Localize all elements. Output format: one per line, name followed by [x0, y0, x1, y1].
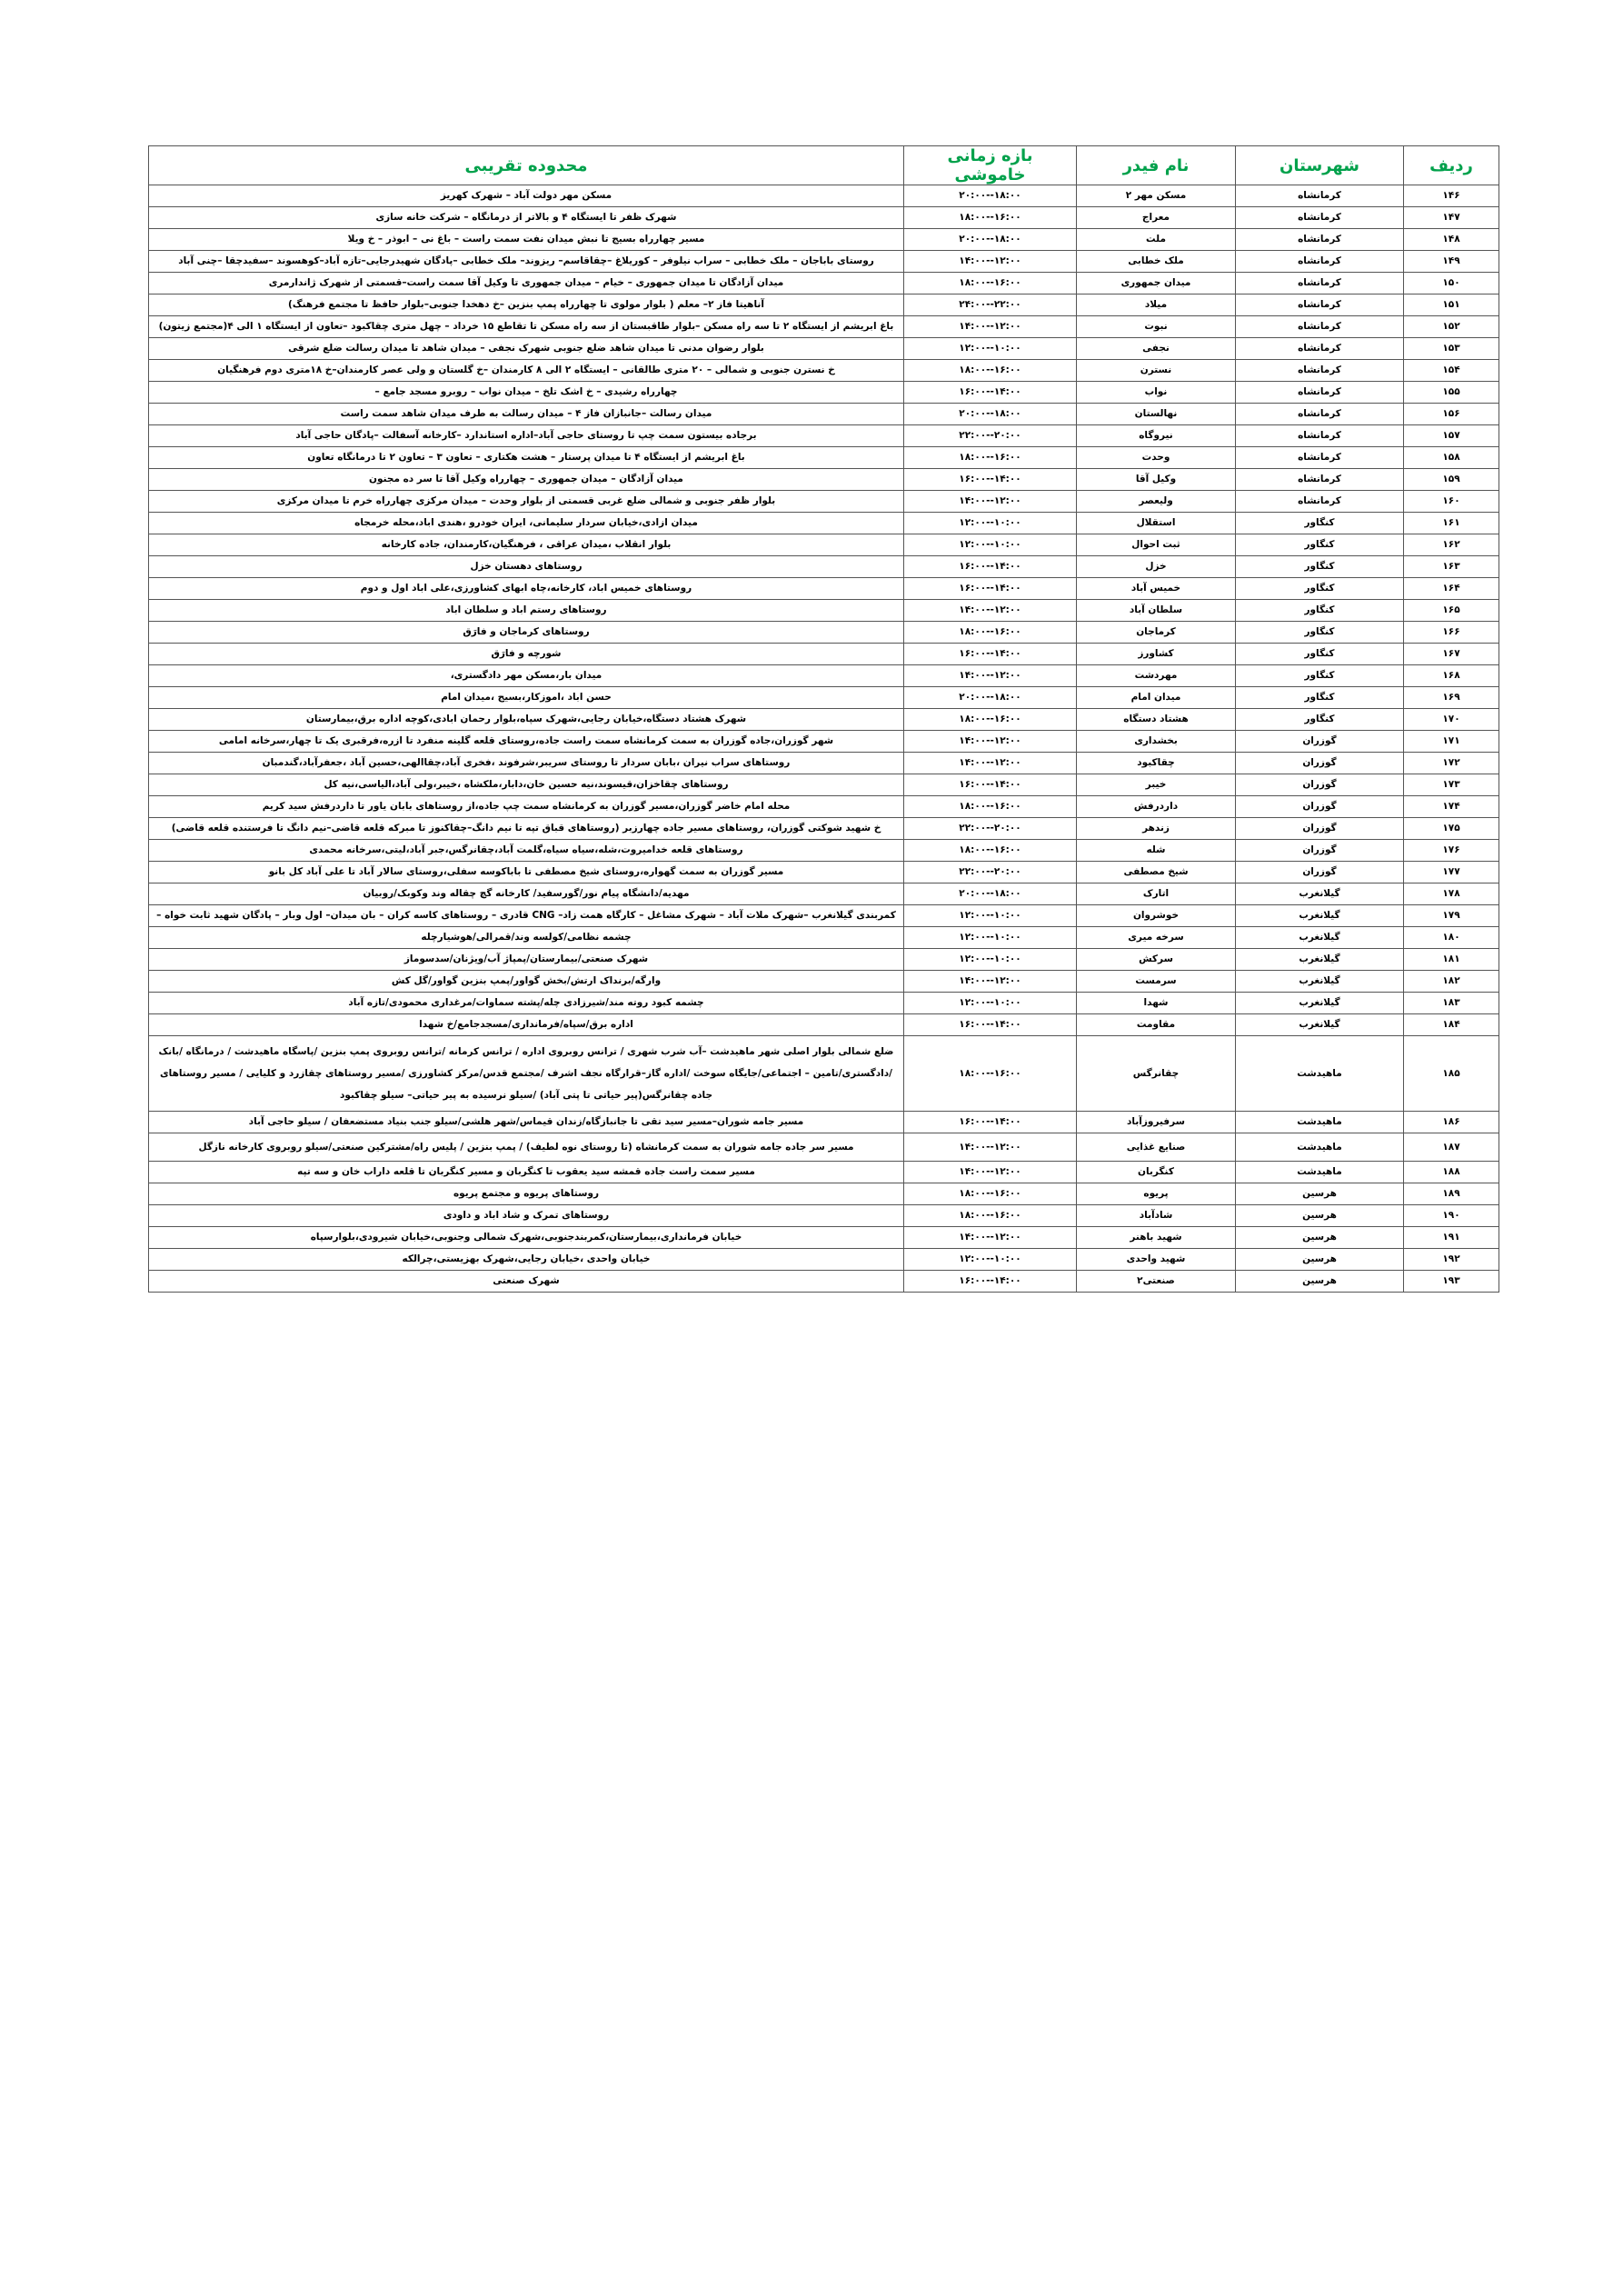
area-cell: آناهیتا فاز ۲– معلم ( بلوار مولوی تا چهارراه پمپ بنزین –خ دهخدا جنوبی–بلوار حافظ تا مجتمع فرهنگ) [149, 294, 904, 316]
area-cell: بلوار انقلاب ،میدان عراقی ، فرهنگیان،کارمندان، جاده کارخانه [149, 534, 904, 556]
table-row [149, 753, 1499, 774]
row-number-cell: ۱۸۸ [1404, 1162, 1499, 1183]
row-number-cell: ۱۸۴ [1404, 1014, 1499, 1036]
row-number-cell: ۱۶۸ [1404, 665, 1499, 687]
feeder-name-cell: نبوت [1077, 316, 1236, 338]
table-row [149, 338, 1499, 360]
table-row [149, 491, 1499, 513]
table-row [149, 709, 1499, 731]
feeder-name-cell: نسترن [1077, 360, 1236, 382]
table-row [149, 425, 1499, 447]
city-cell: کرمانشاه [1236, 338, 1404, 360]
row-number-cell: ۱۴۶ [1404, 185, 1499, 207]
city-cell: ماهیدشت [1236, 1133, 1404, 1162]
feeder-name-cell: چقاکبود [1077, 753, 1236, 774]
area-cell: میدان آزادگان تا میدان جمهوری – خیام – میدان جمهوری تا وکیل آقا سمت راست–قسمتی از شهرک ژاندارمری [149, 273, 904, 294]
feeder-name-cell: سرفیروزآباد [1077, 1112, 1236, 1133]
outage-time-cell: ۲۲:۰۰--۲۴:۰۰ [904, 294, 1077, 316]
area-cell: وارگه/برنداک ارتش/بخش گواور/پمپ بنزین گواور/گل کش [149, 971, 904, 993]
outage-time-cell: ۱۰:۰۰--۱۲:۰۰ [904, 1249, 1077, 1271]
city-cell: کرمانشاه [1236, 185, 1404, 207]
row-number-cell: ۱۹۳ [1404, 1271, 1499, 1293]
row-number-cell: ۱۵۲ [1404, 316, 1499, 338]
area-cell: شهرک هشتاد دستگاه،خیابان رجایی،شهرک سپاه،بلوار رحمان ابادی،کوچه اداره برق،بیمارستان [149, 709, 904, 731]
table-row [149, 1227, 1499, 1249]
feeder-name-cell: نجفی [1077, 338, 1236, 360]
city-cell: کنگاور [1236, 556, 1404, 578]
row-number-cell: ۱۵۹ [1404, 469, 1499, 491]
row-number-cell: ۱۸۲ [1404, 971, 1499, 993]
area-cell: روستاهای سراب نیران ،بابان سردار تا روستای سریبر،شرفوند ،فخری آباد،چقاالهی،حسین آباد ،جعفرآباد،گندمبان [149, 753, 904, 774]
city-cell: هرسین [1236, 1227, 1404, 1249]
outage-time-cell: ۱۴:۰۰--۱۶:۰۰ [904, 556, 1077, 578]
feeder-name-cell: ملت [1077, 229, 1236, 251]
feeder-name-cell: کشاورز [1077, 644, 1236, 665]
city-cell: کنگاور [1236, 644, 1404, 665]
city-cell: کنگاور [1236, 600, 1404, 622]
table-row [149, 1036, 1499, 1112]
feeder-name-cell: هشتاد دستگاه [1077, 709, 1236, 731]
row-number-cell: ۱۸۱ [1404, 949, 1499, 971]
city-cell: هرسین [1236, 1183, 1404, 1205]
table-row [149, 1205, 1499, 1227]
feeder-name-cell: مقاومت [1077, 1014, 1236, 1036]
row-number-cell: ۱۵۶ [1404, 404, 1499, 425]
row-number-cell: ۱۵۸ [1404, 447, 1499, 469]
city-cell: کنگاور [1236, 665, 1404, 687]
area-cell: چهارراه رشیدی – خ اشک تلخ – میدان نواب – روبرو مسجد جامع – [149, 382, 904, 404]
table-body [149, 185, 1499, 1293]
row-number-cell: ۱۹۰ [1404, 1205, 1499, 1227]
row-number-cell: ۱۹۲ [1404, 1249, 1499, 1271]
city-cell: ماهیدشت [1236, 1036, 1404, 1112]
outage-time-cell: ۱۲:۰۰--۱۴:۰۰ [904, 1162, 1077, 1183]
area-cell: کمربندی گیلانغرب –شهرک ملات آباد – شهرک مشاغل – کارگاه همت زاد– CNG قادری – روستاهای کاسه کران – بان میدان– اول وبار – پادگان شهید ثابت خواه – [149, 905, 904, 927]
city-cell: کرمانشاه [1236, 251, 1404, 273]
city-cell: کنگاور [1236, 578, 1404, 600]
area-cell: باغ ابریشم از ایستگاه ۴ تا میدان پرستار – هشت هکتاری – تعاون ۳ – تعاون ۲ تا درمانگاه تعاون [149, 447, 904, 469]
header-row-number: ردیف [1404, 146, 1499, 185]
table-row [149, 971, 1499, 993]
feeder-name-cell: نهالستان [1077, 404, 1236, 425]
table-row [149, 644, 1499, 665]
feeder-name-cell: سلطان آباد [1077, 600, 1236, 622]
area-cell: شهرک صنعتی/بیمارستان/پمپاژ آب/ویژنان/سدسوماز [149, 949, 904, 971]
feeder-name-cell: سرکش [1077, 949, 1236, 971]
area-cell: روستاهای تمرک و شاد اباد و داودی [149, 1205, 904, 1227]
area-cell: حسن اباد ،اموزکار،بسیج ،میدان امام [149, 687, 904, 709]
city-cell: کنگاور [1236, 534, 1404, 556]
outage-time-cell: ۱۴:۰۰--۱۶:۰۰ [904, 578, 1077, 600]
outage-time-cell: ۱۲:۰۰--۱۴:۰۰ [904, 251, 1077, 273]
feeder-name-cell: وکیل آقا [1077, 469, 1236, 491]
city-cell: کرمانشاه [1236, 469, 1404, 491]
outage-time-cell: ۱۲:۰۰--۱۴:۰۰ [904, 491, 1077, 513]
outage-time-cell: ۲۰:۰۰--۲۲:۰۰ [904, 862, 1077, 883]
outage-time-cell: ۱۰:۰۰--۱۲:۰۰ [904, 905, 1077, 927]
table-row [149, 905, 1499, 927]
header-row [149, 146, 1499, 185]
area-cell: ضلع شمالی بلوار اصلی شهر ماهیدشت –آب شرب شهری / ترانس روبروی اداره / ترانس کرمانه /ترانس روبروی پمپ بنزین /پاسگاه ماهیدشت / درمانگاه /بانک /دادگستری/تامین – اجتماعی/جایگاه سوخت /اداره گاز–قرارگاه نجف اشرف /مجتمع قدس/مرکز کشاورزی /مسیر روستاهای چقازرد و کلیایی / مسیر روستاهای جاده چقانرگس(پیر حیاتی تا پتی آباد) /سیلو نرسیده به پیر حیاتی– سیلو چقاکبود [149, 1036, 904, 1112]
city-cell: گیلانغرب [1236, 949, 1404, 971]
feeder-name-cell: معراج [1077, 207, 1236, 229]
table-row [149, 840, 1499, 862]
table-row [149, 469, 1499, 491]
feeder-name-cell: خیبر [1077, 774, 1236, 796]
feeder-name-cell: چقانرگس [1077, 1036, 1236, 1112]
outage-time-cell: ۱۰:۰۰--۱۲:۰۰ [904, 338, 1077, 360]
area-cell: روستای باباجان – ملک خطابی – سراب نیلوفر – کوریلاغ –چقاقاسم– ریزوند– ملک خطابی –پادگان شهیدرجایی–تازه آباد–کوهسوند –سفیدچقا –چنی آباد [149, 251, 904, 273]
header-feeder-name: نام فیدر [1077, 146, 1236, 185]
table-row [149, 665, 1499, 687]
row-number-cell: ۱۴۸ [1404, 229, 1499, 251]
row-number-cell: ۱۵۷ [1404, 425, 1499, 447]
row-number-cell: ۱۶۴ [1404, 578, 1499, 600]
table-row [149, 513, 1499, 534]
area-cell: خیابان فرمانداری،بیمارستان،کمربندجنوبی،شهرک شمالی وجنوبی،خیابان شیرودی،بلوارسپاه [149, 1227, 904, 1249]
row-number-cell: ۱۷۶ [1404, 840, 1499, 862]
city-cell: کنگاور [1236, 622, 1404, 644]
table-row [149, 927, 1499, 949]
area-cell: برجاده بیستون سمت چپ تا روستای حاجی آباد–اداره استاندارد –کارخانه آسفالت –پادگان حاجی آباد [149, 425, 904, 447]
area-cell: میدان رسالت –جانبازان فاز ۴ – میدان رسالت به طرف میدان شاهد سمت راست [149, 404, 904, 425]
header-outage-time: بازه زمانی خاموشی [904, 146, 1077, 185]
outage-time-cell: ۱۸:۰۰--۲۰:۰۰ [904, 687, 1077, 709]
table-row [149, 294, 1499, 316]
city-cell: گیلانغرب [1236, 905, 1404, 927]
feeder-name-cell: مهردشت [1077, 665, 1236, 687]
row-number-cell: ۱۸۹ [1404, 1183, 1499, 1205]
outage-time-cell: ۱۰:۰۰--۱۲:۰۰ [904, 513, 1077, 534]
table-row [149, 993, 1499, 1014]
table-row [149, 251, 1499, 273]
outage-time-cell: ۱۸:۰۰--۲۰:۰۰ [904, 404, 1077, 425]
table-row [149, 273, 1499, 294]
feeder-name-cell: سرمست [1077, 971, 1236, 993]
outage-time-cell: ۱۶:۰۰--۱۸:۰۰ [904, 709, 1077, 731]
table-row [149, 600, 1499, 622]
table-row [149, 556, 1499, 578]
table-row [149, 360, 1499, 382]
outage-time-cell: ۱۶:۰۰--۱۸:۰۰ [904, 796, 1077, 818]
city-cell: گیلانغرب [1236, 1014, 1404, 1036]
feeder-name-cell: استقلال [1077, 513, 1236, 534]
city-cell: گوزران [1236, 731, 1404, 753]
feeder-name-cell: ولیعصر [1077, 491, 1236, 513]
row-number-cell: ۱۶۳ [1404, 556, 1499, 578]
area-cell: میدان آزادگان – میدان جمهوری – چهارراه وکیل آقا تا سر ده مجنون [149, 469, 904, 491]
outage-time-cell: ۱۶:۰۰--۱۸:۰۰ [904, 207, 1077, 229]
city-cell: هرسین [1236, 1271, 1404, 1293]
row-number-cell: ۱۷۹ [1404, 905, 1499, 927]
city-cell: کرمانشاه [1236, 425, 1404, 447]
outage-time-cell: ۱۰:۰۰--۱۲:۰۰ [904, 993, 1077, 1014]
outage-time-cell: ۱۴:۰۰--۱۶:۰۰ [904, 469, 1077, 491]
feeder-name-cell: نیروگاه [1077, 425, 1236, 447]
row-number-cell: ۱۴۹ [1404, 251, 1499, 273]
row-number-cell: ۱۷۸ [1404, 883, 1499, 905]
area-cell: چشمه کبود روته مند/شیرزادی چله/پشته سماوات/مرغداری محمودی/تازه آباد [149, 993, 904, 1014]
area-cell: مسیر جامه شوران–مسیر سید تقی تا جانبازگاه/زندان قیماس/شهر هلشی/سیلو جنب بنیاد مستضعفان / سیلو حاجی آباد [149, 1112, 904, 1133]
city-cell: کرمانشاه [1236, 316, 1404, 338]
feeder-name-cell: وحدت [1077, 447, 1236, 469]
city-cell: کنگاور [1236, 513, 1404, 534]
table-row [149, 1249, 1499, 1271]
outage-time-cell: ۱۲:۰۰--۱۴:۰۰ [904, 971, 1077, 993]
feeder-name-cell: شله [1077, 840, 1236, 862]
area-cell: میدان ازادی،خیابان سردار سلیمانی، ایران خودرو ،هندی اباد،محله خرمجاه [149, 513, 904, 534]
row-number-cell: ۱۵۱ [1404, 294, 1499, 316]
city-cell: کرمانشاه [1236, 447, 1404, 469]
feeder-name-cell: زندهر [1077, 818, 1236, 840]
outage-time-cell: ۱۲:۰۰--۱۴:۰۰ [904, 600, 1077, 622]
row-number-cell: ۱۶۶ [1404, 622, 1499, 644]
table-row [149, 1162, 1499, 1183]
city-cell: کرمانشاه [1236, 382, 1404, 404]
table-row [149, 316, 1499, 338]
area-cell: شهر گوزران،جاده گوزران به سمت کرمانشاه سمت راست جاده،روستای قلعه گلینه منفرد تا ازره،فرقبری یک تا چهار،سرخانه امامی [149, 731, 904, 753]
feeder-name-cell: ثبت احوال [1077, 534, 1236, 556]
outage-time-cell: ۱۸:۰۰--۲۰:۰۰ [904, 185, 1077, 207]
city-cell: کرمانشاه [1236, 229, 1404, 251]
row-number-cell: ۱۶۰ [1404, 491, 1499, 513]
area-cell: باغ ابریشم از ایستگاه ۲ تا سه راه مسکن –بلوار طاقبستان از سه راه مسکن تا تقاطع ۱۵ خرداد – چهل متری چقاکبود –تعاون از ایستگاه ۱ الی ۴(مجتمع زیتون) [149, 316, 904, 338]
outage-time-cell: ۱۴:۰۰--۱۶:۰۰ [904, 1014, 1077, 1036]
table-row [149, 382, 1499, 404]
area-cell: خ شهید شوکتی گوزران، روستاهای مسیر جاده چهارزبر (روستاهای قباق تپه تا نیم دانگ–چقاکنوز تا مبرکه قلعه قاضی–نیم دانگ تا فرستنده قلعه قاضی) [149, 818, 904, 840]
city-cell: گوزران [1236, 840, 1404, 862]
city-cell: گیلانغرب [1236, 993, 1404, 1014]
table-row [149, 687, 1499, 709]
outage-time-cell: ۲۰:۰۰--۲۲:۰۰ [904, 818, 1077, 840]
city-cell: کنگاور [1236, 687, 1404, 709]
row-number-cell: ۱۵۴ [1404, 360, 1499, 382]
row-number-cell: ۱۷۱ [1404, 731, 1499, 753]
header-approximate-area: محدوده تقریبی [149, 146, 904, 185]
row-number-cell: ۱۷۳ [1404, 774, 1499, 796]
outage-time-cell: ۱۴:۰۰--۱۶:۰۰ [904, 382, 1077, 404]
area-cell: مسیر چهارراه بسیج تا نبش میدان نفت سمت راست – باغ نی – ابوذر – خ ویلا [149, 229, 904, 251]
row-number-cell: ۱۷۵ [1404, 818, 1499, 840]
outage-time-cell: ۱۲:۰۰--۱۴:۰۰ [904, 731, 1077, 753]
table-row [149, 883, 1499, 905]
table-row [149, 207, 1499, 229]
row-number-cell: ۱۷۴ [1404, 796, 1499, 818]
feeder-name-cell: شهدا [1077, 993, 1236, 1014]
area-cell: روستاهای کرماجان و فارَق [149, 622, 904, 644]
area-cell: اداره برق/سپاه/فرمانداری/مسجدجامع/خ شهدا [149, 1014, 904, 1036]
area-cell: روستاهای قلعه خدامیروت،شله،سیاه سیاه،گلمت آباد،چقانرگس،جبر آباد،لیتی،سرخانه محمدی [149, 840, 904, 862]
area-cell: روستاهای پریوه و مجتمع پریوه [149, 1183, 904, 1205]
outage-time-cell: ۱۶:۰۰--۱۸:۰۰ [904, 360, 1077, 382]
table-row [149, 1133, 1499, 1162]
table-row [149, 404, 1499, 425]
row-number-cell: ۱۵۵ [1404, 382, 1499, 404]
row-number-cell: ۱۵۰ [1404, 273, 1499, 294]
outage-time-cell: ۱۸:۰۰--۲۰:۰۰ [904, 229, 1077, 251]
city-cell: کرمانشاه [1236, 294, 1404, 316]
feeder-name-cell: میدان امام [1077, 687, 1236, 709]
row-number-cell: ۱۶۷ [1404, 644, 1499, 665]
feeder-name-cell: بخشداری [1077, 731, 1236, 753]
feeder-name-cell: نواب [1077, 382, 1236, 404]
row-number-cell: ۱۶۹ [1404, 687, 1499, 709]
table-row [149, 949, 1499, 971]
area-cell: چشمه نظامی/کولسه وند/قمرالی/هوشیارچله [149, 927, 904, 949]
feeder-name-cell: خزل [1077, 556, 1236, 578]
row-number-cell: ۱۶۵ [1404, 600, 1499, 622]
outage-time-cell: ۱۶:۰۰--۱۸:۰۰ [904, 273, 1077, 294]
table-row [149, 731, 1499, 753]
area-cell: روستاهای دهستان خزل [149, 556, 904, 578]
city-cell: گوزران [1236, 774, 1404, 796]
area-cell: خیابان واحدی ،خیابان رجایی،شهرک بهزیستی،چرالکه [149, 1249, 904, 1271]
city-cell: کرمانشاه [1236, 207, 1404, 229]
area-cell: روستاهای چقاخزان،قیسوند،نیه حسین خان،دابار،ملکشاه ،خیبر،ولی آباد،الیاسی،نیه کل [149, 774, 904, 796]
city-cell: ماهیدشت [1236, 1162, 1404, 1183]
feeder-name-cell: کنگربان [1077, 1162, 1236, 1183]
row-number-cell: ۱۸۵ [1404, 1036, 1499, 1112]
feeder-name-cell: داردرفش [1077, 796, 1236, 818]
city-cell: گیلانغرب [1236, 883, 1404, 905]
table-row [149, 1183, 1499, 1205]
table-row [149, 1112, 1499, 1133]
table-row [149, 534, 1499, 556]
feeder-name-cell: شهید باهنر [1077, 1227, 1236, 1249]
area-cell: بلوار ظفر جنوبی و شمالی ضلع غربی قسمتی از بلوار وحدت – میدان مرکزی چهارراه خرم تا میدان مرکزی [149, 491, 904, 513]
outage-time-cell: ۱۲:۰۰--۱۴:۰۰ [904, 753, 1077, 774]
city-cell: گوزران [1236, 818, 1404, 840]
feeder-name-cell: میدان جمهوری [1077, 273, 1236, 294]
area-cell: محله امام خاضر گوزران،مسیر گوزران به کرمانشاه سمت چپ جاده،از روستاهای بابان یاور تا داردرفش سید کریم [149, 796, 904, 818]
area-cell: مسیر گوزران به سمت گهواره،روستای شیخ مصطفی تا باباکوسه سفلی،روستای سالار آباد تا علی آباد کل بانو [149, 862, 904, 883]
area-cell: مسیر سمت راست جاده قمشه سید یعقوب تا کنگربان و مسیر کنگربان تا قلعه داراب خان و سه تپه [149, 1162, 904, 1183]
area-cell: بلوار رضوان مدنی تا میدان شاهد ضلع جنوبی شهرک نجفی – میدان شاهد تا میدان رسالت ضلع شرقی [149, 338, 904, 360]
row-number-cell: ۱۸۰ [1404, 927, 1499, 949]
outage-time-cell: ۱۴:۰۰--۱۶:۰۰ [904, 1112, 1077, 1133]
row-number-cell: ۱۸۶ [1404, 1112, 1499, 1133]
row-number-cell: ۱۸۳ [1404, 993, 1499, 1014]
row-number-cell: ۱۷۲ [1404, 753, 1499, 774]
outage-time-cell: ۱۴:۰۰--۱۶:۰۰ [904, 774, 1077, 796]
area-cell: مسیر سر جاده جامه شوران به سمت کرمانشاه (تا روستای نوه لطیف) / پمپ بنزین / پلیس راه/مشترکین صنعتی/سیلو روبروی کارخانه نازگل [149, 1133, 904, 1162]
city-cell: ماهیدشت [1236, 1112, 1404, 1133]
outage-time-cell: ۱۲:۰۰--۱۴:۰۰ [904, 665, 1077, 687]
area-cell: میدان بار،مسکن مهر دادگستری، [149, 665, 904, 687]
feeder-name-cell: سرخه میری [1077, 927, 1236, 949]
city-cell: کرمانشاه [1236, 404, 1404, 425]
outage-time-cell: ۱۰:۰۰--۱۲:۰۰ [904, 534, 1077, 556]
feeder-name-cell: صنایع غذایی [1077, 1133, 1236, 1162]
outage-time-cell: ۱۰:۰۰--۱۲:۰۰ [904, 927, 1077, 949]
area-cell: شورچه و فارَق [149, 644, 904, 665]
outage-time-cell: ۱۲:۰۰--۱۴:۰۰ [904, 1133, 1077, 1162]
outage-time-cell: ۱۶:۰۰--۱۸:۰۰ [904, 622, 1077, 644]
city-cell: گوزران [1236, 862, 1404, 883]
area-cell: شهرک ظفر تا ایستگاه ۴ و بالاتر از درمانگاه – شرکت خانه سازی [149, 207, 904, 229]
city-cell: کرمانشاه [1236, 360, 1404, 382]
outage-time-cell: ۱۲:۰۰--۱۴:۰۰ [904, 316, 1077, 338]
outage-time-cell: ۱۶:۰۰--۱۸:۰۰ [904, 1036, 1077, 1112]
city-cell: گوزران [1236, 753, 1404, 774]
area-cell: خ نسترن جنوبی و شمالی – ۲۰ متری طالقانی – ایستگاه ۲ الی ۸ کارمندان –خ گلستان و ولی عصر کارمندان–خ ۱۸متری دوم فرهنگیان [149, 360, 904, 382]
table-row [149, 818, 1499, 840]
city-cell: گوزران [1236, 796, 1404, 818]
outage-time-cell: ۲۰:۰۰--۲۲:۰۰ [904, 425, 1077, 447]
feeder-name-cell: اتارک [1077, 883, 1236, 905]
outage-time-cell: ۱۴:۰۰--۱۶:۰۰ [904, 644, 1077, 665]
city-cell: کرمانشاه [1236, 273, 1404, 294]
row-number-cell: ۱۵۳ [1404, 338, 1499, 360]
area-cell: مسکن مهر دولت آباد – شهرک کهریز [149, 185, 904, 207]
feeder-name-cell: خمیس آباد [1077, 578, 1236, 600]
outage-schedule-table [148, 145, 1499, 1293]
table-row [149, 1271, 1499, 1293]
feeder-name-cell: شیخ مصطفی [1077, 862, 1236, 883]
outage-time-cell: ۱۶:۰۰--۱۸:۰۰ [904, 840, 1077, 862]
table-row [149, 1014, 1499, 1036]
feeder-name-cell: میلاد [1077, 294, 1236, 316]
area-cell: روستاهای خمیس اباد، کارخانه،چاه ابهای کشاورزی،علی اباد اول و دوم [149, 578, 904, 600]
outage-time-cell: ۱۲:۰۰--۱۴:۰۰ [904, 1227, 1077, 1249]
table-row [149, 862, 1499, 883]
table-row [149, 447, 1499, 469]
area-cell: مهدیه/دانشگاه پیام نور/گورسفید/ کارخانه گچ چقاله وند وکوبک/روبیان [149, 883, 904, 905]
header-city: شهرستان [1236, 146, 1404, 185]
row-number-cell: ۱۹۱ [1404, 1227, 1499, 1249]
outage-time-cell: ۱۶:۰۰--۱۸:۰۰ [904, 1205, 1077, 1227]
feeder-name-cell: ملک خطابی [1077, 251, 1236, 273]
table-row [149, 185, 1499, 207]
city-cell: گیلانغرب [1236, 971, 1404, 993]
city-cell: کنگاور [1236, 709, 1404, 731]
city-cell: گیلانغرب [1236, 927, 1404, 949]
feeder-name-cell: صنعتی۲ [1077, 1271, 1236, 1293]
feeder-name-cell: پریوه [1077, 1183, 1236, 1205]
feeder-name-cell: مسکن مهر ۲ [1077, 185, 1236, 207]
city-cell: هرسین [1236, 1249, 1404, 1271]
row-number-cell: ۱۴۷ [1404, 207, 1499, 229]
area-cell: شهرک صنعتی [149, 1271, 904, 1293]
row-number-cell: ۱۸۷ [1404, 1133, 1499, 1162]
row-number-cell: ۱۶۲ [1404, 534, 1499, 556]
city-cell: کرمانشاه [1236, 491, 1404, 513]
feeder-name-cell: کرماجان [1077, 622, 1236, 644]
outage-time-cell: ۱۶:۰۰--۱۸:۰۰ [904, 1183, 1077, 1205]
feeder-name-cell: شهید واحدی [1077, 1249, 1236, 1271]
outage-time-cell: ۱۶:۰۰--۱۸:۰۰ [904, 447, 1077, 469]
row-number-cell: ۱۶۱ [1404, 513, 1499, 534]
city-cell: هرسین [1236, 1205, 1404, 1227]
feeder-name-cell: شادآباد [1077, 1205, 1236, 1227]
table-row [149, 774, 1499, 796]
row-number-cell: ۱۷۷ [1404, 862, 1499, 883]
table-row [149, 229, 1499, 251]
area-cell: روستاهای رستم اباد و سلطان اباد [149, 600, 904, 622]
table-row [149, 578, 1499, 600]
table-row [149, 622, 1499, 644]
outage-time-cell: ۱۴:۰۰--۱۶:۰۰ [904, 1271, 1077, 1293]
table-header [149, 146, 1499, 185]
row-number-cell: ۱۷۰ [1404, 709, 1499, 731]
table-row [149, 796, 1499, 818]
outage-time-cell: ۱۰:۰۰--۱۲:۰۰ [904, 949, 1077, 971]
feeder-name-cell: خوشروان [1077, 905, 1236, 927]
outage-time-cell: ۱۸:۰۰--۲۰:۰۰ [904, 883, 1077, 905]
